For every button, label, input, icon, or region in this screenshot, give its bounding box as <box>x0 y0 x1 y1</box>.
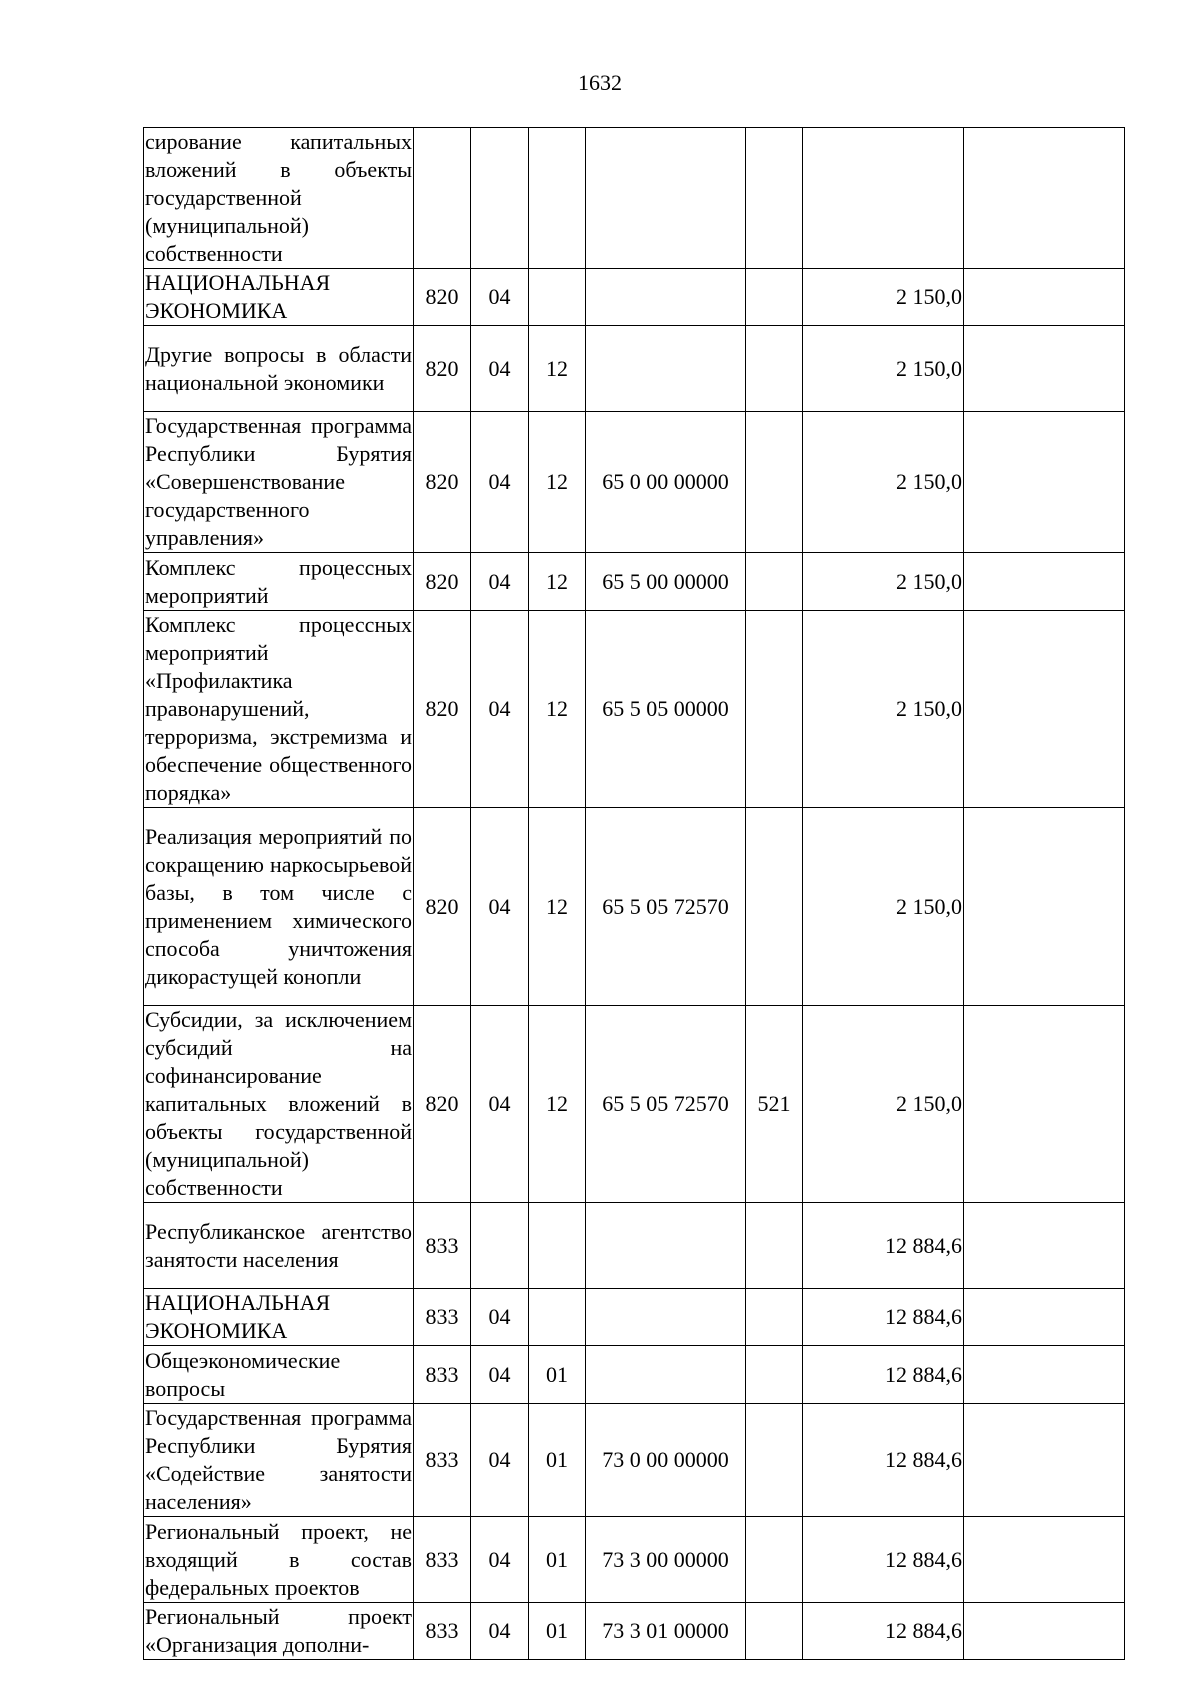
cell-empty <box>964 1603 1125 1660</box>
cell-ministry-code: 833 <box>414 1603 471 1660</box>
cell-name: Реализация мероприятий по сокращению наркосырьевой базы, в том числе с применением химического способа уничтожения дикорастущей конопли <box>144 808 414 1006</box>
cell-section-code: 04 <box>471 808 529 1006</box>
cell-target-article <box>586 128 746 269</box>
cell-ministry-code: 833 <box>414 1289 471 1346</box>
cell-empty <box>964 1289 1125 1346</box>
cell-expense-type <box>746 553 803 611</box>
cell-expense-type <box>746 1203 803 1289</box>
cell-target-article <box>586 326 746 412</box>
cell-expense-type <box>746 412 803 553</box>
cell-subsection-code <box>529 128 586 269</box>
cell-subsection-code: 12 <box>529 553 586 611</box>
cell-amount: 2 150,0 <box>803 553 964 611</box>
cell-expense-type <box>746 1517 803 1603</box>
cell-subsection-code: 12 <box>529 808 586 1006</box>
cell-amount: 12 884,6 <box>803 1203 964 1289</box>
cell-expense-type <box>746 269 803 326</box>
cell-subsection-code: 12 <box>529 412 586 553</box>
table-row <box>144 269 1125 326</box>
cell-target-article: 65 5 00 00000 <box>586 553 746 611</box>
cell-subsection-code: 01 <box>529 1404 586 1517</box>
cell-empty <box>964 611 1125 808</box>
cell-expense-type <box>746 1346 803 1404</box>
table-row <box>144 1289 1125 1346</box>
cell-name: Субсидии, за исключением субсидий на софинансирование капитальных вложений в объекты государственной (муниципальной) собственности <box>144 1006 414 1203</box>
cell-name: Государственная программа Республики Бурятия «Совершенствование государственного управления» <box>144 412 414 553</box>
cell-amount: 12 884,6 <box>803 1346 964 1404</box>
cell-empty <box>964 269 1125 326</box>
cell-amount: 2 150,0 <box>803 611 964 808</box>
cell-section-code: 04 <box>471 1404 529 1517</box>
cell-target-article: 73 3 01 00000 <box>586 1603 746 1660</box>
cell-section-code: 04 <box>471 1289 529 1346</box>
cell-section-code: 04 <box>471 269 529 326</box>
cell-name: НАЦИОНАЛЬНАЯ ЭКОНОМИКА <box>144 1289 414 1346</box>
table-row <box>144 808 1125 1006</box>
cell-ministry-code: 820 <box>414 553 471 611</box>
cell-subsection-code: 01 <box>529 1603 586 1660</box>
cell-ministry-code: 820 <box>414 808 471 1006</box>
cell-ministry-code: 820 <box>414 611 471 808</box>
cell-target-article: 65 0 00 00000 <box>586 412 746 553</box>
cell-target-article: 65 5 05 72570 <box>586 808 746 1006</box>
cell-section-code: 04 <box>471 1006 529 1203</box>
cell-empty <box>964 128 1125 269</box>
cell-ministry-code: 833 <box>414 1203 471 1289</box>
cell-section-code: 04 <box>471 1603 529 1660</box>
cell-amount: 12 884,6 <box>803 1404 964 1517</box>
cell-empty <box>964 1346 1125 1404</box>
cell-amount: 2 150,0 <box>803 412 964 553</box>
cell-amount <box>803 128 964 269</box>
cell-ministry-code: 833 <box>414 1404 471 1517</box>
cell-ministry-code: 820 <box>414 412 471 553</box>
cell-section-code: 04 <box>471 326 529 412</box>
table-row <box>144 128 1125 269</box>
cell-ministry-code: 833 <box>414 1346 471 1404</box>
cell-amount: 2 150,0 <box>803 269 964 326</box>
cell-target-article <box>586 1203 746 1289</box>
cell-name: НАЦИОНАЛЬНАЯ ЭКОНОМИКА <box>144 269 414 326</box>
table-row <box>144 1517 1125 1603</box>
cell-empty <box>964 553 1125 611</box>
cell-section-code: 04 <box>471 611 529 808</box>
cell-empty <box>964 412 1125 553</box>
cell-name: Комплекс процессных мероприятий «Профилактика правонарушений, терроризма, экстремизма и обеспечение общественного порядка» <box>144 611 414 808</box>
cell-expense-type <box>746 1603 803 1660</box>
cell-target-article <box>586 1346 746 1404</box>
cell-name: Региональный проект, не входящий в состав федеральных проектов <box>144 1517 414 1603</box>
cell-subsection-code <box>529 1289 586 1346</box>
budget-table <box>143 127 1125 1660</box>
cell-subsection-code <box>529 1203 586 1289</box>
cell-empty <box>964 326 1125 412</box>
cell-target-article: 73 0 00 00000 <box>586 1404 746 1517</box>
cell-ministry-code: 833 <box>414 1517 471 1603</box>
cell-section-code: 04 <box>471 1517 529 1603</box>
cell-expense-type <box>746 1404 803 1517</box>
cell-amount: 2 150,0 <box>803 326 964 412</box>
page-number: 1632 <box>578 70 622 95</box>
cell-empty <box>964 1404 1125 1517</box>
cell-expense-type <box>746 611 803 808</box>
cell-subsection-code: 12 <box>529 611 586 808</box>
table-row <box>144 553 1125 611</box>
cell-target-article: 65 5 05 72570 <box>586 1006 746 1203</box>
cell-name: Государственная программа Республики Бурятия «Содействие занятости населения» <box>144 1404 414 1517</box>
cell-target-article <box>586 269 746 326</box>
table-row <box>144 326 1125 412</box>
table-row <box>144 1603 1125 1660</box>
cell-empty <box>964 1006 1125 1203</box>
cell-ministry-code: 820 <box>414 326 471 412</box>
cell-name: Другие вопросы в области национальной экономики <box>144 326 414 412</box>
table-row <box>144 611 1125 808</box>
cell-target-article <box>586 1289 746 1346</box>
cell-subsection-code: 01 <box>529 1517 586 1603</box>
cell-target-article: 65 5 05 00000 <box>586 611 746 808</box>
cell-expense-type <box>746 128 803 269</box>
cell-subsection-code: 12 <box>529 1006 586 1203</box>
table-row <box>144 1404 1125 1517</box>
cell-amount: 12 884,6 <box>803 1603 964 1660</box>
cell-ministry-code: 820 <box>414 1006 471 1203</box>
table-row <box>144 1346 1125 1404</box>
cell-expense-type <box>746 808 803 1006</box>
cell-empty <box>964 1517 1125 1603</box>
cell-empty <box>964 1203 1125 1289</box>
cell-amount: 2 150,0 <box>803 808 964 1006</box>
cell-name: сирование капитальных вложений в объекты государственной (муниципальной) собственности <box>144 128 414 269</box>
cell-expense-type <box>746 1289 803 1346</box>
table-row <box>144 1006 1125 1203</box>
table-row <box>144 412 1125 553</box>
table-row <box>144 1203 1125 1289</box>
cell-expense-type <box>746 326 803 412</box>
cell-target-article: 73 3 00 00000 <box>586 1517 746 1603</box>
cell-section-code <box>471 1203 529 1289</box>
cell-subsection-code: 12 <box>529 326 586 412</box>
cell-amount: 12 884,6 <box>803 1289 964 1346</box>
cell-section-code: 04 <box>471 553 529 611</box>
cell-ministry-code <box>414 128 471 269</box>
cell-section-code: 04 <box>471 1346 529 1404</box>
cell-subsection-code: 01 <box>529 1346 586 1404</box>
cell-section-code: 04 <box>471 412 529 553</box>
cell-amount: 2 150,0 <box>803 1006 964 1203</box>
cell-name: Региональный проект «Организация дополни- <box>144 1603 414 1660</box>
cell-ministry-code: 820 <box>414 269 471 326</box>
cell-section-code <box>471 128 529 269</box>
cell-name: Республиканское агентство занятости населения <box>144 1203 414 1289</box>
cell-name: Комплекс процессных мероприятий <box>144 553 414 611</box>
cell-amount: 12 884,6 <box>803 1517 964 1603</box>
cell-subsection-code <box>529 269 586 326</box>
cell-empty <box>964 808 1125 1006</box>
cell-name: Общеэкономические вопросы <box>144 1346 414 1404</box>
cell-expense-type: 521 <box>746 1006 803 1203</box>
